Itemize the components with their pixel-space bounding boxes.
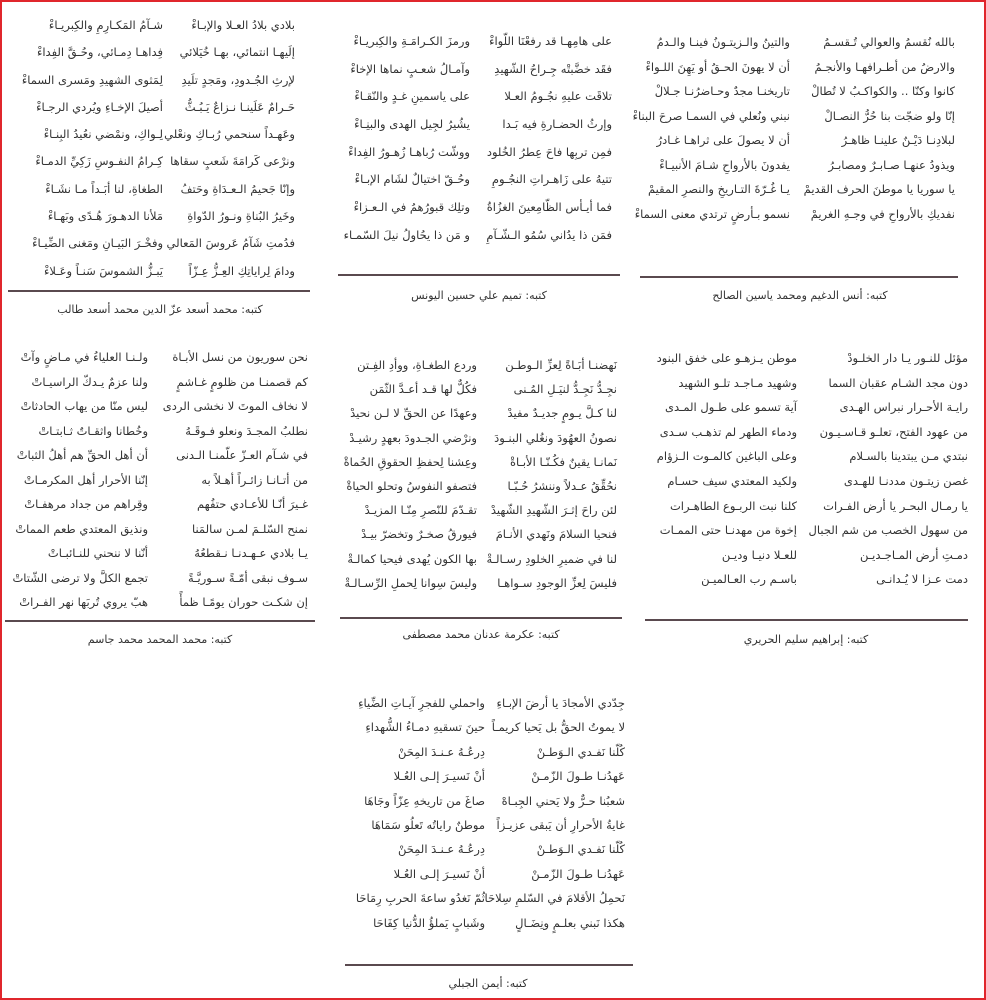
divider-rule xyxy=(340,617,622,619)
poem-verse-line: في شـآم العـزّ علّمنـا الـدنى xyxy=(176,448,308,462)
poem-verse-line: والتينُ والـزيتـونُ فينـا والـدمُ xyxy=(656,35,790,49)
poem-verse-line: وعَهـداً سنحمي رُبـاكِ ونعْلي xyxy=(164,127,295,142)
poem-verse-line: وعهدًا عن الحقِّ لا لـن نحيدْ xyxy=(350,406,477,421)
poem-verse-line: نحُقِّقُ عـدلاً وننشرُ حُـبّـا xyxy=(507,478,617,493)
poem-verse-line: وقِراهم من جداد مرهفـاتْ xyxy=(24,497,148,511)
poem-verse-line: ودامَ لِراياتِكِ العِـزُّ عِـزّاً xyxy=(188,263,295,278)
poem-verse-line: ونذيق المعتدي طعم المماتْ xyxy=(15,521,148,536)
poem-verse-line: هكذا نَبني بعلـمٍ ونِضَـالٍ xyxy=(515,915,625,930)
poem-verse-line: دون مجد الشـام عقبان السما xyxy=(828,375,968,390)
poem-first-hemistich-column xyxy=(164,12,295,285)
poem-verse-line: ليس منّا من يهاب الحادثاتْ xyxy=(20,399,148,413)
poem-second-hemistich-column xyxy=(356,691,485,935)
poem-verse-line: ويذودُ عنهـا صـابـرٌ ومصابـرُ xyxy=(828,157,955,172)
divider-rule xyxy=(645,619,968,621)
poem-verse-line: أن أهل الحقِّ هم أهلُ الثباتْ xyxy=(16,448,148,462)
poem-verse-line: فليسَ لِعزِّ الوجودِ سـواهـا xyxy=(497,575,617,590)
divider-rule xyxy=(640,276,958,278)
divider-rule xyxy=(338,274,620,276)
poem-verse-line: عَهدُنـا طـولَ الزّمـنْ xyxy=(531,866,625,881)
poem-verse-line: أنّنا لا ننحني للنـائبـاتْ xyxy=(47,546,148,560)
poem-verse-line: كلنا نبت الربـوع الطاهـرات xyxy=(669,498,797,513)
poem-verse-line: نَحمِلُ الأقلامَ في السّلمِ سِلاحَا xyxy=(484,891,625,906)
poem-verse-line: كُلّنا نَفـدي الـوَطـنْ xyxy=(536,842,625,857)
poem-verse-line: لإرثِ الجُـدودِ، ومَجدٍ تلَيدِ xyxy=(181,72,295,87)
poem-author: كتبه: تميم علي حسين اليونس xyxy=(411,289,547,302)
poem-verse-line: نفديكِ بالأرواحِ في وجـهِ الغريمْ xyxy=(810,206,955,221)
poem-verse-line: دِرعُـهُ عـنـدَ المِحَنْ xyxy=(397,842,485,857)
poem-verse-line: إخوة من مهدنـا حتى الممـات xyxy=(659,523,797,538)
poem-author: كتبه: عكرمة عدنان محمد مصطفى xyxy=(402,628,560,641)
poem-second-hemistich-column xyxy=(344,28,470,250)
divider-rule xyxy=(5,620,315,622)
poem-verse-line: أن لا يصولَ على ثراهـا غـادرُ xyxy=(656,133,790,147)
poem-verse-line: فمِن تربِها فاحَ عِطرُ الخُلود xyxy=(486,144,612,159)
poem-verse-line: ثُمّ نَغدُو ساعةَ الحربِ رِمَاحَا xyxy=(355,891,485,906)
poem-verse-line: تاريخنـا مجدٌ وحـاضرُنـا جـلالْ xyxy=(654,84,790,98)
poem-verse-line: باسـم رب العـالميـن xyxy=(701,572,797,587)
poem-first-hemistich-column xyxy=(485,691,625,935)
poem-verse-line: كِـرامُ النفـوسِ زَكِيِّ الدمـاءْ xyxy=(35,154,163,169)
poem-verse-line: وتلِك قبورُهمُ في الـعـزاءْ xyxy=(353,200,470,215)
poem-verse-line: أنْ نَسيـرَ إلـى العُـلا xyxy=(393,866,485,881)
poem-verse-line: جِدّدي الأمجادَ يا أرضَ الإبـاءِ xyxy=(496,696,625,710)
poem-verse-line: إلَيهـا انتمائي، بهـا خُيَلائي xyxy=(179,45,295,60)
poem-verse-line: كُلّنا نَفـدي الـوَطـنْ xyxy=(536,744,625,759)
poem-verse-line: نَمانـا يقينٌ فكُـنّـا الأبـاةْ xyxy=(509,454,617,469)
poem-verse-line: غايةُ الأحرارِ أن يَبقى عزيـزاً xyxy=(496,817,625,832)
poem-verse-line: و مَن ذا يحُاولُ نيلَ السّمـاء xyxy=(343,227,470,242)
poem-verse-line: رايـة الأحـرار نبراس الهـدى xyxy=(839,400,968,415)
poem-verse-line: للعـلا دنيـا وديـن xyxy=(721,547,797,562)
poem-verse-line: لا نخاف الموتَ لا نخشى الردى xyxy=(162,399,308,413)
poem-verse-line: فدُمتِ شَآمُ عَروسَ المَعالي xyxy=(166,236,295,251)
poem-verse-line: لِـواكِ، ونمْضي نعُيدُ البِنـاءْ xyxy=(43,127,163,142)
poem-author: كتبه: أنس الدغيم ومحمد ياسين الصالح xyxy=(712,289,888,302)
poem-second-hemistich-column xyxy=(344,353,477,595)
poem-verse-line: فمَن ذا يدُاني سُمُو الـشّـآمِ xyxy=(486,227,612,242)
poem-verse-line: فما أيـأس الظّامِعينَ الغزُاةُ xyxy=(486,200,612,215)
poem-verse-line: وعلى الباغين كالمـوت الـزؤام xyxy=(656,449,797,464)
poem-verse-line: فكُلٌّ لها قـد أعـدَّ الثّمَن xyxy=(369,382,477,397)
poem-second-hemistich-column xyxy=(12,345,148,615)
poem-verse-line: مؤئل للنـور يـا دار الخلـودْ xyxy=(847,351,968,365)
poem-verse-line: نجِـدُّ نَجِـدُّ لنيَـلِ المُـنى xyxy=(513,382,617,397)
poem-verse-line: آية تسمو على طـول المـدى xyxy=(664,400,797,415)
poem-verse-line: وعِشنا لِحفظِ الحقوقِ الحُماةْ xyxy=(343,454,477,469)
poem-verse-line: تتيهُ على زَاهـراتِ النجُـومِ xyxy=(491,172,612,187)
poem-verse-line: نسمو بـأرضٍ ترتدي معنى السماءْ xyxy=(634,206,790,221)
poem-verse-line: واحملي للفجرِ آيـاتِ الضِّياءِ xyxy=(358,696,485,710)
poem-verse-line: نمنح السّلـمَ لمـن سالمَنا xyxy=(191,521,308,536)
poem-verse-line: ولكيد المعتدي سيف حسـام xyxy=(667,473,797,488)
poem-verse-line: فنحيا السلامَ ونَهدي الأنـامَ xyxy=(495,527,617,542)
poem-verse-line: فقَد خضَّبتْه جِـراحُ الشّهيدِ xyxy=(494,61,612,76)
poem-verse-line: ورمزَ الكـرامَـةِ والكِبريـاءْ xyxy=(353,34,470,48)
poem-verse-line: ونرْعى كَرامَةَ شَعبٍ سقاها xyxy=(170,154,295,169)
poem-verse-line: ونرْضي الجـدودَ بعهدٍ رشيـدْ xyxy=(349,430,477,445)
poem-verse-line: تلاقَت عليهِ نجُـومُ العـلا xyxy=(504,89,612,104)
poem-first-hemistich-column xyxy=(804,30,955,226)
poem-verse-line: على ياسمينِ غـدٍ والنّقـاءْ xyxy=(354,89,470,104)
poem-verse-line: وحُـقّ اختيالٌ لشَام الإبـاءْ xyxy=(354,172,470,187)
poem-verse-line: فِداهـا دِمـائي، وحُـقَّ الفِداءْ xyxy=(36,45,163,60)
poem-verse-line: والارضُ من أطـرافهـا والأنجـمُ xyxy=(814,59,955,74)
poem-verse-line: بلادي بلادُ العـلا والإبـاءْ xyxy=(191,18,295,32)
poem-first-hemistich-column xyxy=(486,353,617,595)
poem-verse-line: غصن زيتـون مددنـا للهـدى xyxy=(843,473,968,488)
poem-verse-line: إن شكـت حوران يومًـا ظمأً xyxy=(179,595,308,609)
poem-verse-line: لنا كـلَّ يـومٍ جديـدٌ مفيدْ xyxy=(507,406,617,421)
poem-verse-line: وآمـالُ شعـبٍ نماها الإخاءْ xyxy=(350,61,470,76)
poem-verse-line: وليسَ سِوانا لِحملِ الرِّسـالـةْ xyxy=(344,575,477,590)
poem-verse-line: كانوا وكنّا .. والكواكـبُ لا تُطالْ xyxy=(811,84,955,98)
poem-verse-line: موطن يـزهـو على خفق البنود xyxy=(656,351,797,365)
poem-verse-line: دمت عـزا لا يُـدانـى xyxy=(876,572,968,587)
poem-verse-line: شـآمُ المَكـارِمِ والكِبريـاءْ xyxy=(48,18,163,32)
poem-verse-line: دِرعُـهُ عـنـدَ المِحَنْ xyxy=(397,744,485,759)
poem-verse-line: لا يموتُ الحقُّ بل يَحيا كريمـاً xyxy=(491,720,625,735)
poem-verse-line: فتصفو النفوسُ وتحلو الحياةْ xyxy=(346,478,477,493)
poem-verse-line: بالله نُقسمُ والعوالي تُـقسـمُ xyxy=(823,35,955,49)
poem-verse-line: شعبُنا حـرٌّ ولا يَحني الجِبـاهْ xyxy=(501,793,625,808)
poem-verse-line: تجمع الكلَّ ولا ترضى الشّتاتْ xyxy=(12,570,148,585)
poem-verse-line: فيورقُ صخـرٌ وتخضرّ بيـدْ xyxy=(361,527,477,542)
poem-verse-line: وخُطانا واثقـاتٌ ثـابتـاتْ xyxy=(38,423,148,438)
poem-verse-line: لبلادِنـا دَيْـنٌ علينـا ظاهـرُ xyxy=(841,133,955,147)
poem-verse-line: يـا غُـرّةَ التـاريخِ والنصرِ المقيمْ xyxy=(648,182,790,196)
poem-verse-line: يا رمـال البحـر يا أرض الفـرات xyxy=(823,498,968,513)
poem-first-hemistich-column xyxy=(486,28,612,250)
poem-verse-line: سـوف نبقى أمّـةً سـوريَّـةً xyxy=(187,570,308,585)
poem-verse-line: مَلأنا الدهـورَ هُـدًى وبَهـاءْ xyxy=(47,209,163,224)
poem-second-hemistich-column xyxy=(22,12,163,285)
poem-verse-line: ولـنـا العلياءُ في مـاضٍ وآتْ xyxy=(20,350,148,364)
poem-verse-line: أنْ نَسيـرَ إلـى العُـلا xyxy=(393,769,485,784)
poem-verse-line: وشهيد مـاجـد تلـو الشهيد xyxy=(678,375,797,390)
poem-author: كتبه: أيمن الجبلي xyxy=(448,977,528,990)
poem-verse-line: وفخْـرَ البَيـانِ ومَغنى الضِّيـاءْ xyxy=(32,236,163,251)
poem-verse-line: بها الكون يُهدى فيحيا كمالـةْ xyxy=(347,551,477,566)
poem-verse-line: صاغَ من تاريخهِ عِزّاً وجَاهَا xyxy=(364,793,485,808)
poem-verse-line: الطغاةِ، لنا أبَـداً مـا نشَـاءْ xyxy=(45,181,163,196)
poem-first-hemistich-column xyxy=(163,345,308,615)
poem-verse-line: غـيرَ أنّـا للأعـادي حتفُهم xyxy=(196,497,308,511)
poem-author: كتبه: إبراهيم سليم الحريري xyxy=(743,633,869,646)
poem-verse-line: يشُيرُ لجِيل الهدى والبنِـاءْ xyxy=(354,117,470,132)
poem-verse-line: حَـرامٌ عَلَينـا نـزاعٌ يَـبُـثُّ xyxy=(184,99,295,114)
poem-author: كتبه: محمد أسعد عزّ الدين محمد أسعد طالب xyxy=(57,303,263,316)
poem-verse-line: وخَيرُ البُناةِ ونـورُ الدّواةِ xyxy=(187,209,295,224)
poem-verse-line: يا سوريا يا موطنَ الحرف القديمْ xyxy=(803,182,955,196)
poem-verse-line: ووشّت رُباهـا زُهـورُ الفِداءْ xyxy=(348,144,470,159)
poem-verse-line: نَهضنـا أبَـاةً لِعزِّ الـوطـن xyxy=(505,358,617,372)
poem-verse-line: لئن راحَ إثـرَ الشّهيدِ الشّهيدْ xyxy=(490,503,617,518)
poem-verse-line: يَبـزُّ الشموسَ سَنـاً وعَـلاءْ xyxy=(44,263,163,278)
poem-verse-line: لنا في ضميرِ الخلودِ رسـالـةْ xyxy=(486,551,617,566)
divider-rule xyxy=(345,964,633,966)
poem-verse-line: موطنٌ راياتُه تَعلُو سَمَاهَا xyxy=(371,817,485,832)
poem-verse-line: كم قصمنـا من ظلومٍ غـاشمٍ xyxy=(176,374,308,389)
poem-second-hemistich-column xyxy=(633,30,790,226)
poem-verse-line: ودماء الطهر لم تذهـب سـدى xyxy=(659,424,797,439)
poem-verse-line: لِمَثوى الشهيدِ ومَسرى السماءْ xyxy=(21,72,163,87)
poem-verse-line: وإنّا جَحيمُ الـعـدَاةِ وحَتفُ xyxy=(180,181,295,196)
poem-verse-line: على هامِهـا قد رفعْنَا اللّواءْ xyxy=(489,34,612,48)
poem-verse-line: حينَ تسقيهِ دمـاءُ الشُّهداءِ xyxy=(365,720,485,735)
poem-verse-line: ولنا عزمٌ يـدكّ الراسيـاتْ xyxy=(31,374,148,389)
poem-verse-line: هبّ يروي تُربَها نهر الفـراتْ xyxy=(19,595,148,609)
poem-verse-line: وإرثُ الحضـارةِ فيه بَـدا xyxy=(502,117,612,132)
poem-verse-line: من سهول الخصب من شم الجبال xyxy=(808,523,968,538)
poem-verse-line: تقـدّمَ للنّصرِ مِنّـا المزيـدْ xyxy=(364,503,477,518)
poem-verse-line: نبتدي مـن يبتدينا بالسـلام xyxy=(849,449,968,464)
poem-verse-line: أن لا يهونَ الحـقُ أو يَهِنَ اللـواءْ xyxy=(645,59,790,74)
poem-verse-line: وردع الطغـاةِ، ووأدِ الفِـتن xyxy=(357,358,477,372)
poem-verse-line: عَهدُنـا طـولَ الزّمـنْ xyxy=(531,769,625,784)
poem-verse-line: من عهود الفتح، تعلـو قـاسـيـون xyxy=(819,424,968,439)
divider-rule xyxy=(8,290,310,292)
poem-verse-line: وشَبابٍ يَملؤُ الدُّنيا كِفَاحَا xyxy=(373,915,485,930)
poem-verse-line: إنّنا الأحرار أهل المكرمـاتْ xyxy=(23,472,148,487)
poem-verse-line: يفدونَ بالأرواحِ شـامَ الأنبيـاءْ xyxy=(659,157,790,172)
poem-verse-line: نحن سوريون من نسل الأبـاة xyxy=(172,350,308,364)
poem-second-hemistich-column xyxy=(657,346,797,592)
poem-verse-line: من أتـانـا زائـراً أهـلاً به xyxy=(201,472,308,487)
poem-verse-line: نبني ونُعلي في السمـا صرحَ البناءْ xyxy=(632,108,790,123)
poem-verse-line: دمـتِ أرض المـاجـديـن xyxy=(860,547,968,562)
poem-verse-line: إنّا ولو ضجّت بنا حُرُّ النصـالْ xyxy=(824,108,955,123)
poem-verse-line: أصيلَ الإخـاءِ ويُردي الرجـاءْ xyxy=(36,99,163,114)
poem-verse-line: نصونُ العهُودَ ونغُلي البنـودَ xyxy=(494,430,617,445)
poem-first-hemistich-column xyxy=(809,346,968,592)
poem-verse-line: نطلبُ المجـدَ ونعلو فـوقَـهُ xyxy=(185,423,308,438)
poem-verse-line: يـا بلادي عـهـدنـا نـقطعُهُ xyxy=(194,546,308,560)
poem-author: كتبه: محمد المحمد محمد جاسم xyxy=(87,633,233,646)
